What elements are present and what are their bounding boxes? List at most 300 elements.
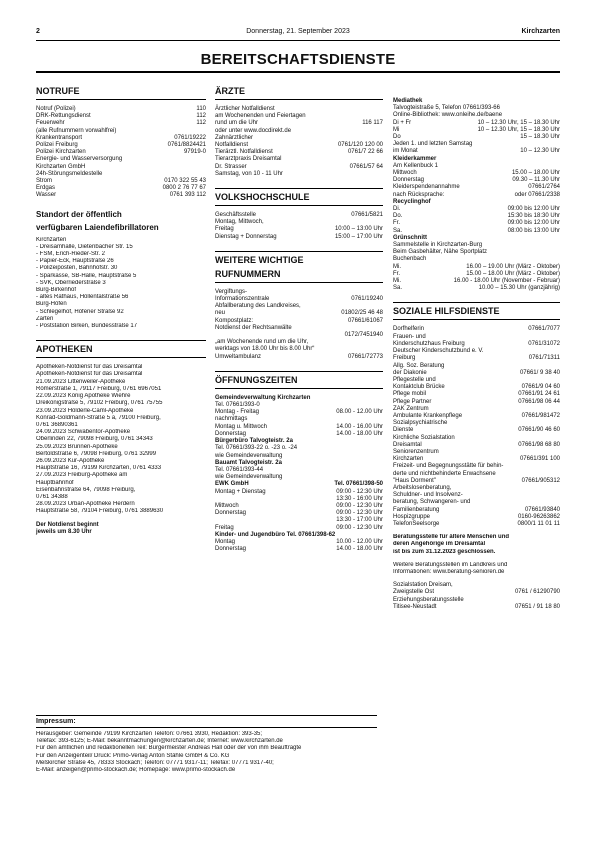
entry-label: oder unter www.docdirekt.de xyxy=(215,127,292,134)
entry-row xyxy=(393,134,560,141)
entry-label: Fr. xyxy=(393,220,400,227)
entry-value: 10.00 - 12.00 Uhr xyxy=(336,538,383,545)
entry-label: Ärztlicher Notfalldienst xyxy=(215,106,275,112)
entry-row xyxy=(36,142,206,149)
entry-value: 13:30 - 16:00 Uhr xyxy=(336,495,383,502)
entry-value: 14.00 - 18.00 Uhr xyxy=(336,430,383,437)
page-header xyxy=(36,28,560,38)
entry-label: Pflege mobil xyxy=(393,391,427,398)
entry-label: werktags von 18.00 Uhr bis 8.00 Uhr“ xyxy=(215,346,315,353)
entry-value: Tel. 07661/398-50 xyxy=(334,481,383,488)
entry-label: Online-Bibliothek: www.onleihe.de/baene xyxy=(393,112,503,119)
entry-value: 09:00 - 12:30 Uhr xyxy=(336,524,383,531)
entry-value: 07661/7077 xyxy=(528,326,560,333)
entry-row xyxy=(215,156,383,163)
entry-value: 09:00 bis 12:00 Uhr xyxy=(507,206,560,213)
mediathek-list xyxy=(393,98,560,292)
entry-row xyxy=(215,128,383,135)
entry-row xyxy=(215,431,383,438)
entry-value: 07661/981472 xyxy=(521,412,560,419)
entry-label: Gemeindeverwaltung Kirchzarten xyxy=(215,394,311,401)
entry-row xyxy=(215,296,383,303)
column-right xyxy=(393,98,560,611)
entry-label: Kontaktclub Brücke xyxy=(393,384,445,391)
entry-label: Talvogteistraße 5, Telefon 07661/393-66 xyxy=(393,105,500,112)
column-left xyxy=(36,86,206,536)
entry-row xyxy=(215,171,383,178)
entry-row xyxy=(393,521,560,528)
entry-value: 0800 2 76 77 67 xyxy=(162,185,206,192)
entry-row xyxy=(393,348,560,355)
entry-row xyxy=(393,170,560,177)
entry-row xyxy=(215,510,383,517)
entry-label: Kompostplatz: xyxy=(215,317,254,324)
entry-value: 07661/91 24 61 xyxy=(518,391,560,398)
entry-row xyxy=(393,449,560,456)
entry-label: wie Gemeindeverwaltung xyxy=(215,452,283,459)
entry-row xyxy=(393,264,560,271)
entry-value: 0160-96263862 xyxy=(517,513,560,520)
entry-row xyxy=(36,149,206,156)
entry-label: Beim Gasbehälter, Nähe Sportplatz xyxy=(393,249,488,256)
text-line: Apotheken-Notdienst für das Dreisamtal xyxy=(36,364,143,371)
text-line: Römerstraße 1, 79117 Freiburg, 0761 6967051 xyxy=(36,385,162,392)
entry-label: Strom xyxy=(36,178,53,185)
entry-value: 10 – 12.30 Uhr, 15 – 18.30 Uhr xyxy=(477,126,560,133)
entry-value: 07661/905312 xyxy=(521,477,560,484)
entry-label: Umweltambulanz xyxy=(215,353,262,360)
entry-label: Mi. xyxy=(393,263,401,270)
entry-label: nach Rücksprache: xyxy=(393,191,445,198)
section-heading-soziale: SOZIALE HILFSDIENSTE xyxy=(393,302,560,320)
entry-row xyxy=(215,517,383,524)
entry-row xyxy=(215,113,383,120)
entry-value: 07661/ 9 38 40 xyxy=(519,369,560,376)
text-line: Hauptstraße 58, 79104 Freiburg, 0761 3889630 xyxy=(36,508,164,515)
soziale-list-2 xyxy=(393,582,560,611)
entry-row xyxy=(393,249,560,256)
entry-label: Titisee-Neustadt xyxy=(393,603,437,610)
entry-value: 09:00 - 12:30 Uhr xyxy=(336,488,383,495)
text-line: Für den Anzeigenteil/ Druck: Primo-Verlag Anton Stähle GmbH & Co. KG xyxy=(36,752,230,759)
entry-row xyxy=(36,192,206,199)
text-line: Zarten xyxy=(36,315,54,322)
entry-label: Montag + Dienstag xyxy=(215,488,266,495)
text-line: Beratungsstelle für ältere Menschen und xyxy=(393,534,510,541)
entry-value: 0761/120 120 00 xyxy=(337,142,383,149)
entry-label: Frauen- und xyxy=(393,333,426,340)
entry-label: Notdienst der Rechtsanwälte xyxy=(215,324,292,331)
entry-label: Montag xyxy=(215,538,236,545)
entry-row xyxy=(393,105,560,112)
entry-label: Bürgerbüro Talvogteistr. 2a xyxy=(215,438,293,445)
notrufe-list xyxy=(36,106,206,200)
entry-row xyxy=(393,384,560,391)
entry-row xyxy=(393,213,560,220)
entry-value: 07661/90 46 60 xyxy=(518,427,560,434)
entry-row xyxy=(215,339,383,346)
aerzte-list xyxy=(215,106,383,178)
entry-label: Mi. xyxy=(393,278,401,285)
entry-label: neu xyxy=(215,310,226,317)
entry-value: 15 – 18.30 Uhr xyxy=(520,134,560,141)
entry-row xyxy=(393,278,560,285)
entry-label: Am Kellenbuck 1 xyxy=(393,162,439,169)
entry-row xyxy=(393,242,560,249)
text-line: 22.09.2023 König Apotheke Wiehre xyxy=(36,393,131,400)
text-line: 28.09.2023 Urban-Apotheke Herdern xyxy=(36,501,135,508)
entry-row xyxy=(215,346,383,353)
entry-label: Grünschnitt xyxy=(393,234,427,241)
text-line: Meßkircher Straße 45, 78333 Stockach; Telefon: 07771 9317-11; Telefax: 07771 9317-40; xyxy=(36,759,274,766)
text-line: - altes Rathaus, Höllentalstraße 56 xyxy=(36,294,129,301)
entry-label: DRK-Rettungsdienst xyxy=(36,113,91,120)
entry-row xyxy=(215,539,383,546)
entry-row xyxy=(393,112,560,119)
entry-row xyxy=(215,106,383,113)
apotheken-list xyxy=(36,364,206,515)
issue-date: Donnerstag, 21. September 2023 xyxy=(246,28,350,35)
text-line: - Sparkasse, SB-Halle, Hauptstraße 5 xyxy=(36,272,137,279)
entry-label: Jeden 1. und letzten Samstag xyxy=(393,141,473,148)
entry-row xyxy=(215,164,383,171)
entry-row xyxy=(215,149,383,156)
entry-row xyxy=(393,363,560,370)
text-line: Kirchzarten xyxy=(36,236,67,243)
entry-label: Kirchzarten GmbH xyxy=(36,163,86,170)
entry-value: 0761/7 22 66 xyxy=(347,149,383,156)
text-line: 0761 34388 xyxy=(36,493,68,500)
entry-row xyxy=(393,499,560,506)
entry-row xyxy=(215,460,383,467)
oeffnungszeiten-list xyxy=(215,395,383,553)
text-line: ist bis zum 31.12.2023 geschlossen. xyxy=(393,548,496,555)
entry-value: 14.00 - 18.00 Uhr xyxy=(336,546,383,553)
entry-label: Donnerstag xyxy=(215,430,247,437)
section-heading-notrufe: NOTRUFE xyxy=(36,86,206,100)
entry-row xyxy=(215,402,383,409)
entry-row xyxy=(393,377,560,384)
entry-row xyxy=(393,326,560,333)
entry-value: 07661/5821 xyxy=(351,212,383,219)
entry-label: Tel. 07661/393-0 xyxy=(215,402,260,409)
entry-row xyxy=(393,206,560,213)
entry-row xyxy=(393,456,560,463)
text-line: - Dreisamhalle, Dietenbacher Str. 15 xyxy=(36,243,133,250)
entry-value: 07661/93840 xyxy=(524,506,560,513)
entry-row xyxy=(393,582,560,589)
entry-label: Abfallberatung des Landkreises, xyxy=(215,303,301,310)
entry-label: Samstag, von 10 - 11 Uhr xyxy=(215,170,283,177)
section-heading-aerzte: ÄRZTE xyxy=(215,86,383,100)
entry-row xyxy=(393,604,560,611)
entry-label: Dienste xyxy=(393,427,414,434)
entry-row xyxy=(36,185,206,192)
apotheken-note: Der Notdienst beginnt jeweils um 8.30 Uhr xyxy=(36,521,99,535)
entry-label: Geschäftsstelle xyxy=(215,212,257,219)
defi-heading: Standort der öffentlich verfügbaren Laiendefibrillatoren xyxy=(36,209,159,232)
entry-label: Fr. xyxy=(393,270,400,277)
entry-row xyxy=(393,427,560,434)
entry-row xyxy=(215,532,383,539)
text-line: Konrad-Goldmann-Straße 5 a, 79100 Freiburg, xyxy=(36,414,161,421)
text-line: Dreikönigstraße 5, 79102 Freiburg, 0761 75755 xyxy=(36,400,163,407)
entry-row xyxy=(36,106,206,113)
entry-label: Sa. xyxy=(393,285,403,292)
town-name: Kirchzarten xyxy=(521,28,560,35)
text-line: Für den amtlichen und redaktionellen Teil: Bürgermeister Andreas Hall oder der von ihm Beauftragte xyxy=(36,745,302,752)
entry-row xyxy=(393,148,560,155)
entry-row xyxy=(393,285,560,292)
entry-row xyxy=(393,163,560,170)
entry-label: Pflege Partner xyxy=(393,398,432,405)
entry-row xyxy=(393,184,560,191)
entry-label: Energie- und Wasserversorgung xyxy=(36,156,123,163)
soziale-bold-note xyxy=(393,534,560,556)
entry-value: 07661/61067 xyxy=(347,317,383,324)
entry-label: Donnerstag xyxy=(393,177,425,184)
entry-label: am Wochenenden und Feiertagen xyxy=(215,113,306,120)
text-line: Oberlinden 22, 79098 Freiburg, 0761 34343 xyxy=(36,436,153,443)
entry-label: Kirchzarten xyxy=(393,456,424,463)
page-number: 2 xyxy=(36,28,40,35)
entry-value: 09:00 bis 12:00 Uhr xyxy=(507,220,560,227)
text-line: 26.09.2023 Kur-Apotheke xyxy=(36,457,105,464)
title-rule xyxy=(36,71,560,73)
entry-row xyxy=(215,438,383,445)
entry-row xyxy=(36,135,206,142)
header-rule xyxy=(36,40,560,41)
entry-label: (alle Rufnummern vorwahlfrei) xyxy=(36,127,117,134)
section-heading-vhs: VOLKSHOCHSCHULE xyxy=(215,188,383,206)
entry-label: Seniorenzentrum xyxy=(393,448,439,455)
entry-label: der Diakonie xyxy=(393,369,427,376)
entry-label: Sozialpsychiatrische xyxy=(393,420,448,427)
entry-value: 116 117 xyxy=(362,120,383,127)
entry-label: Polizei Freiburg xyxy=(36,142,78,149)
entry-row xyxy=(36,120,206,127)
entry-label: nachmittags xyxy=(215,416,248,423)
entry-row xyxy=(215,481,383,488)
entry-value: 09.30 – 11.30 Uhr xyxy=(512,177,560,184)
entry-value: 112 xyxy=(196,120,206,127)
entry-value: 15:00 – 17:00 Uhr xyxy=(334,233,383,240)
entry-value: 07661/57 64 xyxy=(349,163,383,170)
entry-value: 16.00 - 18.00 Uhr (November - Februar) xyxy=(453,278,560,285)
entry-row xyxy=(215,142,383,149)
entry-label: Freizeit- und Begegnungsstätte für behin- xyxy=(393,463,504,470)
entry-value: 110 xyxy=(196,106,206,112)
entry-label: Dorfhelferin xyxy=(393,326,425,333)
entry-value: 07651 / 91 18 80 xyxy=(514,603,560,610)
entry-row xyxy=(393,341,560,348)
entry-row xyxy=(215,234,383,241)
section-heading-oeffnungszeiten: ÖFFNUNGSZEITEN xyxy=(215,371,383,389)
text-line: Apotheken-Notdienst für das Dreisamtal xyxy=(36,371,143,378)
entry-value: 14.00 - 16.00 Uhr xyxy=(336,423,383,430)
entry-label: Bauamt Talvogteistr. 2a xyxy=(215,459,282,466)
entry-row xyxy=(393,220,560,227)
entry-label: Wasser xyxy=(36,192,57,199)
entry-row xyxy=(215,212,383,219)
entry-value: 07661/98 68 80 xyxy=(518,441,560,448)
entry-row xyxy=(393,399,560,406)
entry-value: 0761/31072 xyxy=(528,340,560,347)
text-line: - Papier-Eck, Hauptstraße 26 xyxy=(36,258,114,265)
entry-label: Erziehungsberatungsstelle xyxy=(393,596,464,603)
entry-label: Freitag xyxy=(215,226,234,233)
impressum-lines xyxy=(36,731,377,774)
entry-label: Freiburg xyxy=(393,355,416,362)
entry-label: Mi xyxy=(393,126,400,133)
entry-label: ZAK Zentrum xyxy=(393,405,429,412)
text-line: 25.09.2023 Brunnen-Apotheke xyxy=(36,443,118,450)
entry-row xyxy=(393,127,560,134)
entry-value: 09:00 - 12:30 Uhr xyxy=(336,502,383,509)
entry-row xyxy=(393,514,560,521)
entry-row xyxy=(393,370,560,377)
text-line: Eisenbahnstraße 64, 79098 Freiburg, xyxy=(36,486,136,493)
text-line: Weitere Beratungsstellen im Landkreis und xyxy=(393,561,508,568)
entry-row xyxy=(393,256,560,263)
entry-label: Mittwoch xyxy=(393,170,417,177)
entry-row xyxy=(215,120,383,127)
entry-value: 0761 / 61290790 xyxy=(514,589,560,596)
entry-label: Ambulante Krankenpflege xyxy=(393,412,463,419)
text-line: Herausgeber: Gemeinde 79199 Kirchzarten Telefon: 07661 3930, Redaktion: 393-35; xyxy=(36,731,263,737)
entry-row xyxy=(215,318,383,325)
entry-value: 10 – 12.30 Uhr, 15 – 18.30 Uhr xyxy=(477,119,560,126)
entry-row xyxy=(215,226,383,233)
entry-value: 07661/98 06 44 xyxy=(518,398,560,405)
entry-label: Kleiderspendenannahme xyxy=(393,184,460,191)
entry-row xyxy=(215,395,383,402)
entry-label: Montag u. Mittwoch xyxy=(215,423,268,430)
entry-label: wie Gemeindeverwaltung xyxy=(215,474,283,481)
entry-label: Deutscher Kinderschutzbund e. V. xyxy=(393,348,484,355)
defi-list xyxy=(36,237,206,331)
rufnummern-list xyxy=(215,289,383,361)
entry-row xyxy=(215,503,383,510)
entry-label: Polizei Kirchzarten xyxy=(36,149,86,156)
text-line: 0761 36890361 xyxy=(36,421,78,428)
entry-label: beratung, Schwangeren- und xyxy=(393,499,471,506)
entry-row xyxy=(215,424,383,431)
entry-label: Schuldner- und Insolvenz- xyxy=(393,492,463,499)
entry-row xyxy=(393,442,560,449)
text-line: Bertoldstraße 6, 79098 Freiburg, 0761 32999 xyxy=(36,450,157,457)
entry-value: 15.00 – 18.00 Uhr xyxy=(511,170,560,177)
text-line: - FSM, Erich-Rieder-Str. 2 xyxy=(36,251,106,258)
entry-label: Zweigstelle Ost xyxy=(393,589,435,596)
text-line: 21.09.2023 Littenweiler-Apotheke xyxy=(36,378,126,385)
entry-row xyxy=(215,135,383,142)
entry-label: Familienberatung xyxy=(393,506,440,513)
vhs-list xyxy=(215,212,383,241)
entry-label: Do xyxy=(393,134,401,141)
entry-value: 0761 393 112 xyxy=(169,192,206,199)
entry-value: 07661/9 04 60 xyxy=(521,384,560,391)
entry-label: "Haus Dorment" xyxy=(393,477,436,484)
text-line: deren Angehörige im Dreisamtal xyxy=(393,541,486,548)
entry-label: Arbeitslosenberatung, xyxy=(393,484,452,491)
entry-row xyxy=(36,156,206,163)
impressum-heading: Impressum: xyxy=(36,715,377,728)
entry-label: derte und nichtbehinderte Erwachsene xyxy=(393,470,496,477)
entry-label: Vergiftungs- xyxy=(215,288,248,295)
text-line: 23.09.2023 Hölderle-Caml-Apotheke xyxy=(36,407,134,414)
text-line: - Poststation Birken, Bundesstraße 17 xyxy=(36,323,138,330)
entry-value: 97919-0 xyxy=(183,149,206,156)
text-line: E-Mail: anzeigen@primo-stockach.de; Homepage: www.primo-stockach.de xyxy=(36,767,236,774)
entry-label: Dreisamtal xyxy=(393,441,422,448)
entry-label: Mittwoch xyxy=(215,502,239,509)
entry-row xyxy=(36,178,206,185)
entry-label: Krankentransport xyxy=(36,134,83,141)
text-line: Hauptstraße 16, 79199 Kirchzarten, 0761 4333 xyxy=(36,465,162,472)
entry-value: 10:00 – 13:00 Uhr xyxy=(334,226,383,233)
entry-row xyxy=(393,271,560,278)
entry-value: 10 – 12.30 Uhr xyxy=(520,148,560,155)
entry-row xyxy=(393,156,560,163)
entry-label: Recyclinghof xyxy=(393,198,431,205)
entry-value: 16.00 – 19.00 Uhr (März - Oktober) xyxy=(466,263,560,270)
entry-row xyxy=(393,492,560,499)
page-title: BEREITSCHAFTSDIENSTE xyxy=(200,51,396,68)
entry-label: Informationszentrale xyxy=(215,296,270,303)
entry-value: 0761/71311 xyxy=(528,355,560,362)
entry-value: 01802/25 46 48 xyxy=(341,310,383,317)
entry-row xyxy=(215,303,383,310)
entry-row xyxy=(393,141,560,148)
entry-row xyxy=(393,98,560,105)
entry-row xyxy=(215,289,383,296)
entry-row xyxy=(215,409,383,416)
entry-label: Allg. Soz. Beratung xyxy=(393,362,445,369)
entry-row xyxy=(36,171,206,178)
entry-row xyxy=(215,310,383,317)
entry-row xyxy=(393,413,560,420)
entry-label: Kinder- und Jugendbüro Tel. 07661/398-62 xyxy=(215,531,336,538)
entry-label: Feuerwehr xyxy=(36,120,65,127)
entry-value: 0761/19222 xyxy=(174,134,206,141)
entry-label: Notruf (Polizei) xyxy=(36,106,76,112)
entry-row xyxy=(393,463,560,470)
entry-row xyxy=(215,546,383,553)
entry-row xyxy=(215,332,383,339)
entry-row xyxy=(215,354,383,361)
soziale-list xyxy=(393,326,560,528)
entry-value: 08.00 - 12.00 Uhr xyxy=(336,409,383,416)
entry-row xyxy=(393,177,560,184)
entry-label: Sozialstation Dreisam, xyxy=(393,582,453,589)
entry-row xyxy=(393,471,560,478)
entry-label: Pflegestelle und xyxy=(393,376,436,383)
entry-row xyxy=(393,597,560,604)
entry-value: 0172/7451940 xyxy=(344,332,383,339)
text-line: - SVK, Oberriederstraße 3 xyxy=(36,279,106,286)
entry-row xyxy=(393,199,560,206)
entry-value: 112 xyxy=(196,113,206,120)
entry-label: 24h-Störungsmeldestelle xyxy=(36,170,103,177)
text-line: - Polizeiposten, Bahnhofstr. 30 xyxy=(36,265,118,272)
entry-label: rund um die Uhr xyxy=(215,120,259,127)
entry-label: Freitag xyxy=(215,524,234,531)
entry-row xyxy=(36,164,206,171)
entry-row xyxy=(215,525,383,532)
text-line: Burg-Höfen xyxy=(36,301,67,308)
entry-label: „am Wochenende rund um die Uhr, xyxy=(215,339,309,346)
